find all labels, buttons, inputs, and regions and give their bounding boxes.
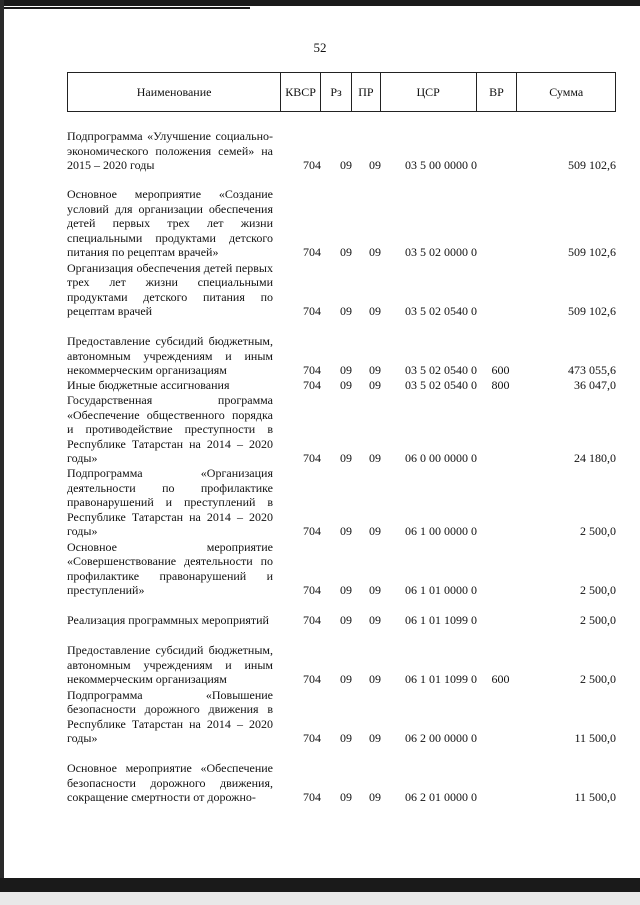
cell-name: Реализация программных мероприятий	[67, 613, 269, 628]
cell-sum: 509 102,6	[568, 304, 616, 319]
table-row	[67, 378, 616, 393]
cell-pr: 09	[369, 790, 381, 805]
table-row	[67, 466, 616, 539]
cell-sum: 2 500,0	[580, 613, 616, 628]
cell-name: Предоставление субсидий бюджетным, автономным учреждениям и иным некоммерческим организациям	[67, 334, 273, 378]
cell-csr: 06 2 00 0000 0	[405, 731, 477, 746]
cell-sum: 2 500,0	[580, 524, 616, 539]
cell-sum: 509 102,6	[568, 158, 616, 173]
cell-kvsr: 704	[303, 363, 321, 378]
cell-pr: 09	[369, 363, 381, 378]
cell-csr: 03 5 02 0540 0	[405, 378, 477, 393]
cell-sum: 24 180,0	[574, 451, 616, 466]
cell-pr: 09	[369, 672, 381, 687]
cell-pr: 09	[369, 583, 381, 598]
header-name: Наименование	[68, 73, 281, 111]
cell-rz: 09	[340, 363, 352, 378]
cell-vr: 600	[491, 363, 510, 378]
cell-vr: 600	[491, 672, 510, 687]
cell-name: Подпрограмма «Повышение безопасности дорожного движения в Республике Татарстан на 2014 – 2020 годы»	[67, 687, 273, 746]
cell-rz: 09	[340, 304, 352, 319]
header-kvsr: КВСР	[281, 73, 321, 111]
scan-bottom-border	[0, 878, 640, 892]
cell-csr: 06 1 00 0000 0	[405, 524, 477, 539]
cell-csr: 06 0 00 0000 0	[405, 451, 477, 466]
cell-sum: 2 500,0	[580, 583, 616, 598]
cell-rz: 09	[340, 731, 352, 746]
cell-rz: 09	[340, 378, 352, 393]
cell-pr: 09	[369, 378, 381, 393]
cell-name: Основное мероприятие «Создание условий для организации обеспечения детей первых трех лет жизни специальными продуктами детского питания по рецептам врачей»	[67, 187, 273, 260]
cell-kvsr: 704	[303, 378, 321, 393]
table-row	[67, 393, 616, 466]
table-row	[67, 628, 616, 687]
cell-pr: 09	[369, 158, 381, 173]
table-row	[67, 598, 616, 628]
header-rz: Рз	[321, 73, 352, 111]
table-body	[67, 114, 616, 805]
table-row	[67, 114, 616, 173]
cell-rz: 09	[340, 158, 352, 173]
cell-pr: 09	[369, 304, 381, 319]
scan-top-border	[0, 0, 640, 6]
cell-name: Организация обеспечения детей первых трех лет жизни специальными продуктами детского питания по рецептам врачей	[67, 260, 273, 319]
scan-left-edge	[0, 0, 4, 905]
table-row	[67, 539, 616, 598]
cell-sum: 11 500,0	[574, 790, 616, 805]
cell-pr: 09	[369, 613, 381, 628]
cell-kvsr: 704	[303, 245, 321, 260]
table-row	[67, 319, 616, 378]
cell-name: Основное мероприятие «Совершенствование деятельности по профилактике правонарушений и преступлений»	[67, 539, 273, 598]
table-row	[67, 260, 616, 319]
cell-name: Подпрограмма «Организация деятельности по профилактике правонарушений и преступлений в Республике Татарстан на 2014 – 2020 годы»	[67, 466, 273, 539]
cell-sum: 11 500,0	[574, 731, 616, 746]
cell-kvsr: 704	[303, 672, 321, 687]
cell-rz: 09	[340, 524, 352, 539]
cell-csr: 03 5 02 0000 0	[405, 245, 477, 260]
cell-kvsr: 704	[303, 524, 321, 539]
cell-pr: 09	[369, 524, 381, 539]
cell-rz: 09	[340, 583, 352, 598]
scan-bottom-strip	[0, 892, 640, 905]
cell-csr: 03 5 00 0000 0	[405, 158, 477, 173]
cell-kvsr: 704	[303, 790, 321, 805]
table-row	[67, 746, 616, 805]
table-header	[67, 72, 616, 112]
cell-csr: 03 5 02 0540 0	[405, 363, 477, 378]
cell-kvsr: 704	[303, 613, 321, 628]
cell-name: Государственная программа «Обеспечение общественного порядка и противодействие преступности в Республике Татарстан на 2014 – 2020 годы»	[67, 393, 273, 466]
cell-rz: 09	[340, 245, 352, 260]
cell-csr: 06 1 01 0000 0	[405, 583, 477, 598]
table-row	[67, 687, 616, 746]
cell-kvsr: 704	[303, 158, 321, 173]
cell-kvsr: 704	[303, 583, 321, 598]
cell-sum: 36 047,0	[574, 378, 616, 393]
cell-kvsr: 704	[303, 731, 321, 746]
cell-pr: 09	[369, 451, 381, 466]
cell-sum: 473 055,6	[568, 363, 616, 378]
scan-top-border-secondary	[0, 7, 250, 9]
table-row	[67, 173, 616, 260]
cell-vr: 800	[491, 378, 510, 393]
header-sum: Сумма	[549, 84, 584, 99]
cell-name: Предоставление субсидий бюджетным, автономным учреждениям и иным некоммерческим организациям	[67, 643, 273, 687]
header-csr: ЦСР	[381, 73, 477, 111]
cell-pr: 09	[369, 731, 381, 746]
cell-kvsr: 704	[303, 304, 321, 319]
page-number: 52	[313, 40, 327, 55]
cell-rz: 09	[340, 672, 352, 687]
cell-csr: 03 5 02 0540 0	[405, 304, 477, 319]
cell-rz: 09	[340, 451, 352, 466]
cell-kvsr: 704	[303, 451, 321, 466]
cell-csr: 06 2 01 0000 0	[405, 790, 477, 805]
cell-name: Иные бюджетные ассигнования	[67, 378, 230, 393]
header-pr: ПР	[352, 73, 381, 111]
cell-csr: 06 1 01 1099 0	[405, 672, 477, 687]
cell-name: Основное мероприятие «Обеспечение безопасности дорожного движения, сокращение смертности от дорожно-	[67, 761, 273, 805]
header-vr: ВР	[477, 73, 518, 111]
cell-name: Подпрограмма «Улучшение социально-экономического положения семей» на 2015 – 2020 годы	[67, 129, 273, 173]
cell-rz: 09	[340, 790, 352, 805]
cell-csr: 06 1 01 1099 0	[405, 613, 477, 628]
cell-pr: 09	[369, 245, 381, 260]
cell-sum: 509 102,6	[568, 245, 616, 260]
cell-rz: 09	[340, 613, 352, 628]
cell-sum: 2 500,0	[580, 672, 616, 687]
